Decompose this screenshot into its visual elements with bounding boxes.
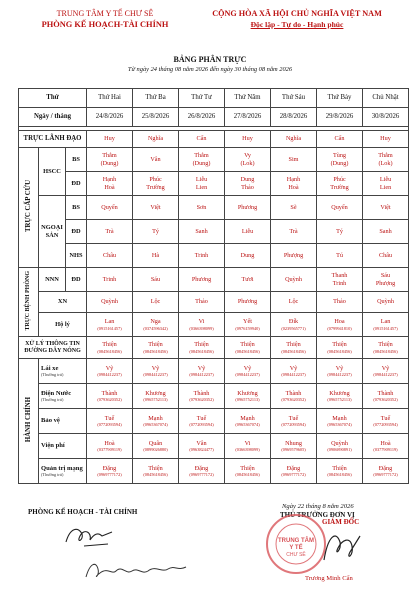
admin-role: Quản trị mạng (Thường trú) (39, 459, 87, 484)
duty-cell: Dung (225, 244, 271, 268)
motto: Độc lập - Tự do - Hạnh phúc (250, 20, 344, 29)
duty-cell: Lan (0915161457) (363, 313, 409, 337)
er-ns-bs-row (19, 196, 409, 220)
admin-network-row (19, 459, 409, 484)
duty-cell: Tuế (0772093594) (87, 409, 133, 434)
duty-cell: Hạnh Hoà (271, 172, 317, 196)
admin-label: HÀNH CHÍNH (24, 397, 32, 443)
duty-cell: Sáu (133, 268, 179, 292)
duty-cell: Vi (0366398099) (225, 434, 271, 459)
footer-role-director: GIÁM ĐỐC (322, 518, 360, 526)
duty-cell: Thảo (317, 292, 363, 313)
header-right (192, 8, 402, 30)
ward-nnn-row (19, 268, 409, 292)
duty-cell: Thanh Trinh (317, 268, 363, 292)
duty-cell: Quỳnh (363, 292, 409, 313)
duty-cell: Tý (133, 220, 179, 244)
duty-cell: Lộc (271, 292, 317, 313)
duty-cell: Vy (Lok) (225, 148, 271, 172)
role-label: ĐD (66, 172, 87, 196)
nnn-label: NNN (39, 268, 66, 292)
days-row (19, 89, 409, 108)
duty-cell: Quyến (317, 196, 363, 220)
admin-role: Điện Nước (Thường trú) (39, 384, 87, 409)
emergency-label: TRỰC CẤP CỨU (24, 180, 32, 233)
duty-cell: Vỹ (0984412237) (271, 359, 317, 384)
duty-cell: Tươi (225, 268, 271, 292)
duty-cell: Yết (0976159940) (225, 313, 271, 337)
signature-image (60, 522, 120, 552)
date-cell: 30/8/2026 (363, 108, 409, 127)
date-label: Ngày / tháng (19, 108, 87, 127)
svg-text:TRUNG TÂM: TRUNG TÂM (278, 538, 314, 544)
date-cell: 28/8/2026 (271, 108, 317, 127)
leadership-cell: Huy (87, 131, 133, 148)
leadership-cell: Cẩn (179, 131, 225, 148)
duty-cell: Trinh (179, 244, 225, 268)
duty-cell: Khương (0965752113) (317, 384, 363, 409)
duty-cell: Trà (87, 220, 133, 244)
leadership-cell: Huy (363, 131, 409, 148)
hotline-row (19, 337, 409, 359)
dept-name: PHÒNG KẾ HOẠCH-TÀI CHÍNH (41, 20, 169, 29)
ward-xn-row (19, 292, 409, 313)
duty-cell: Vỹ (0984412237) (87, 359, 133, 384)
footer-signer-name: Trương Minh Cẩn (305, 575, 353, 582)
ngoai-san-label: NGOẠI SẢN (39, 196, 66, 268)
duty-cell: Thiện (0845618456) (133, 337, 179, 359)
role-label: ĐD (66, 220, 87, 244)
duty-cell: Hoà (0377909119) (363, 434, 409, 459)
admin-utility-row (19, 384, 409, 409)
duty-cell: Sim (271, 148, 317, 172)
duty-cell: Thiện (0845618456) (317, 459, 363, 484)
duty-cell: Tùng (Dung) (317, 148, 363, 172)
ward-holy-row (19, 313, 409, 337)
duty-cell: Việt (133, 196, 179, 220)
date-cell: 25/8/2026 (133, 108, 179, 127)
duty-cell: Liễu Lien (363, 172, 409, 196)
admin-role: Viện phí (39, 434, 87, 459)
duty-cell: Quỳnh (271, 268, 317, 292)
role-label: BS (66, 148, 87, 172)
ward-group (19, 268, 39, 337)
leadership-cell: Nghĩa (133, 131, 179, 148)
duty-cell: Nhung (0969579605) (271, 434, 317, 459)
duty-cell: Thành (0793620352) (271, 384, 317, 409)
admin-group (19, 359, 39, 484)
duty-cell: Nga (0374596342) (133, 313, 179, 337)
day-cell: Thứ Ba (133, 89, 179, 108)
role-label: NHS (66, 244, 87, 268)
duty-cell: Tuế (0772093594) (271, 409, 317, 434)
duty-cell: Phúc Trường (133, 172, 179, 196)
er-hscc-bs-row (19, 148, 409, 172)
xn-label: XN (39, 292, 87, 313)
duty-cell: Thành (0793620352) (363, 384, 409, 409)
er-ns-nhs-row (19, 244, 409, 268)
day-cell: Thứ Sáu (271, 89, 317, 108)
duty-cell: Phượng (271, 244, 317, 268)
duty-cell: Vân (133, 148, 179, 172)
duty-cell: Mạnh (0965367074) (225, 409, 271, 434)
duty-cell: Thiện (0845618456) (363, 337, 409, 359)
duty-cell: Mạnh (0965367074) (133, 409, 179, 434)
duty-cell: Vỹ (0984412237) (179, 359, 225, 384)
signature-image (316, 526, 366, 568)
duty-cell: Phương (225, 292, 271, 313)
date-cell: 24/8/2026 (87, 108, 133, 127)
leadership-cell: Huy (225, 131, 271, 148)
day-cell: Thứ Hai (87, 89, 133, 108)
duty-cell: Hạnh Hoà (87, 172, 133, 196)
duty-cell: Khương (0965752113) (133, 384, 179, 409)
org-name: TRUNG TÂM Y TẾ CHƯ SÊ (56, 9, 154, 18)
duty-cell: Lộc (133, 292, 179, 313)
duty-cell: Đặng (0969777172) (363, 459, 409, 484)
duty-cell: Sáu Phượng (363, 268, 409, 292)
duty-cell: Sơn (179, 196, 225, 220)
day-cell: Thứ Bảy (317, 89, 363, 108)
hscc-label: HSCC (39, 148, 66, 196)
duty-cell: Quyến (87, 196, 133, 220)
duty-cell: Thiện (0845618456) (87, 337, 133, 359)
footer-date: Ngày 22 tháng 8 năm 2026 (282, 503, 354, 510)
duty-cell: Tú (317, 244, 363, 268)
duty-cell: Tý (317, 220, 363, 244)
duty-cell: Hà (133, 244, 179, 268)
duty-cell: Hoa (0799941810) (317, 313, 363, 337)
hotline-label: XỬ LÝ THÔNG TIN ĐƯỜNG DÂY NÓNG (19, 337, 87, 359)
emergency-group (19, 148, 39, 268)
day-cell: Thứ Năm (225, 89, 271, 108)
thu-label: Thứ (19, 89, 87, 108)
duty-cell: Thiện (0845618456) (317, 337, 363, 359)
svg-text:Y TẾ: Y TẾ (289, 545, 303, 551)
date-cell: 27/8/2026 (225, 108, 271, 127)
admin-driver-row (19, 359, 409, 384)
er-hscc-dd-row (19, 172, 409, 196)
leadership-row (19, 131, 409, 148)
duty-cell: Liễu Lien (179, 172, 225, 196)
signature-image (82, 555, 192, 585)
duty-cell: Phương (225, 196, 271, 220)
duty-cell: Vỹ (0984412237) (133, 359, 179, 384)
duty-cell: Quân (0899026880) (133, 434, 179, 459)
duty-cell: Đík (0239565771) (271, 313, 317, 337)
duty-cell: Vi (0366398099) (179, 313, 225, 337)
svg-text:CHƯ SÊ: CHƯ SÊ (286, 552, 306, 558)
admin-security-row (19, 409, 409, 434)
leadership-label: TRỰC LÃNH ĐẠO (19, 131, 87, 148)
duty-cell: Thiện (0845618456) (225, 337, 271, 359)
duty-cell: Thành (0793620352) (179, 384, 225, 409)
duty-cell: Châu (87, 244, 133, 268)
duty-cell: Thắm (Dung) (179, 148, 225, 172)
duty-cell: Tuế (0772093594) (179, 409, 225, 434)
duty-cell: Thắm (Lok) (363, 148, 409, 172)
duty-cell: Trà (271, 220, 317, 244)
duty-cell: Đặng (0969777172) (179, 459, 225, 484)
date-cell: 29/8/2026 (317, 108, 363, 127)
duty-cell: Tuế (0772093594) (363, 409, 409, 434)
dates-row (19, 108, 409, 127)
duty-cell: Vỹ (0984412237) (225, 359, 271, 384)
duty-cell: Sanh (363, 220, 409, 244)
role-label: BS (66, 196, 87, 220)
duty-cell: Vỹ (0984412237) (317, 359, 363, 384)
duty-cell: Trinh (87, 268, 133, 292)
republic-name: CỘNG HÒA XÃ HỘI CHỦ NGHĨA VIỆT NAM (212, 9, 382, 18)
admin-role: Bảo vệ (39, 409, 87, 434)
duty-cell: Phúc Trường (317, 172, 363, 196)
doc-title: BẢNG PHÂN TRỰC (173, 55, 247, 64)
date-cell: 26/8/2026 (179, 108, 225, 127)
duty-cell: Mạnh (0965367074) (317, 409, 363, 434)
day-cell: Thứ Tư (179, 89, 225, 108)
duty-cell: Việt (363, 196, 409, 220)
day-cell: Chủ Nhật (363, 89, 409, 108)
duty-cell: Phương (179, 268, 225, 292)
leadership-cell: Nghĩa (271, 131, 317, 148)
duty-cell: Thiện (0845618456) (133, 459, 179, 484)
holy-label: Hộ lý (39, 313, 87, 337)
duty-cell: Thảo (179, 292, 225, 313)
duty-cell: Châu (363, 244, 409, 268)
duty-cell: Thiện (0845618456) (179, 337, 225, 359)
er-ns-dd-row (19, 220, 409, 244)
duty-cell: Thiện (0845618456) (271, 337, 317, 359)
schedule-table (18, 88, 409, 484)
duty-cell: Thắm (Dung) (87, 148, 133, 172)
duty-cell: Lan (0915161457) (87, 313, 133, 337)
admin-role: Lái xe (Thường trú) (39, 359, 87, 384)
duty-cell: Đặng (0969777172) (271, 459, 317, 484)
duty-cell: Quỳnh (0906890891) (317, 434, 363, 459)
admin-fee-row (19, 434, 409, 459)
duty-cell: Thiện (0845618456) (225, 459, 271, 484)
doc-subtitle: Từ ngày 24 tháng 08 năm 2026 đến ngày 30 tháng 08 năm 2026 (127, 66, 293, 73)
ward-label: TRỰC BỆNH PHÒNG (24, 271, 31, 331)
role-label: ĐD (66, 268, 87, 292)
leadership-cell: Cẩn (317, 131, 363, 148)
duty-cell: Liễu (225, 220, 271, 244)
footer-role: THỦ TRƯỞNG ĐƠN VỊ (280, 511, 355, 519)
duty-cell: Sanh (179, 220, 225, 244)
footer-dept: PHÒNG KẾ HOẠCH - TÀI CHÍNH (28, 508, 138, 516)
duty-cell: Vỹ (0984412237) (363, 359, 409, 384)
duty-cell: Thành (0793620352) (87, 384, 133, 409)
duty-cell: Hoà (0377909119) (87, 434, 133, 459)
duty-cell: Khương (0965752113) (225, 384, 271, 409)
header-left (30, 8, 180, 30)
duty-cell: Đặng (0969777172) (87, 459, 133, 484)
duty-cell: Sẽ (271, 196, 317, 220)
duty-cell: Quỳnh (87, 292, 133, 313)
duty-cell: Vân (0963824477) (179, 434, 225, 459)
duty-cell: Dung Thảo (225, 172, 271, 196)
